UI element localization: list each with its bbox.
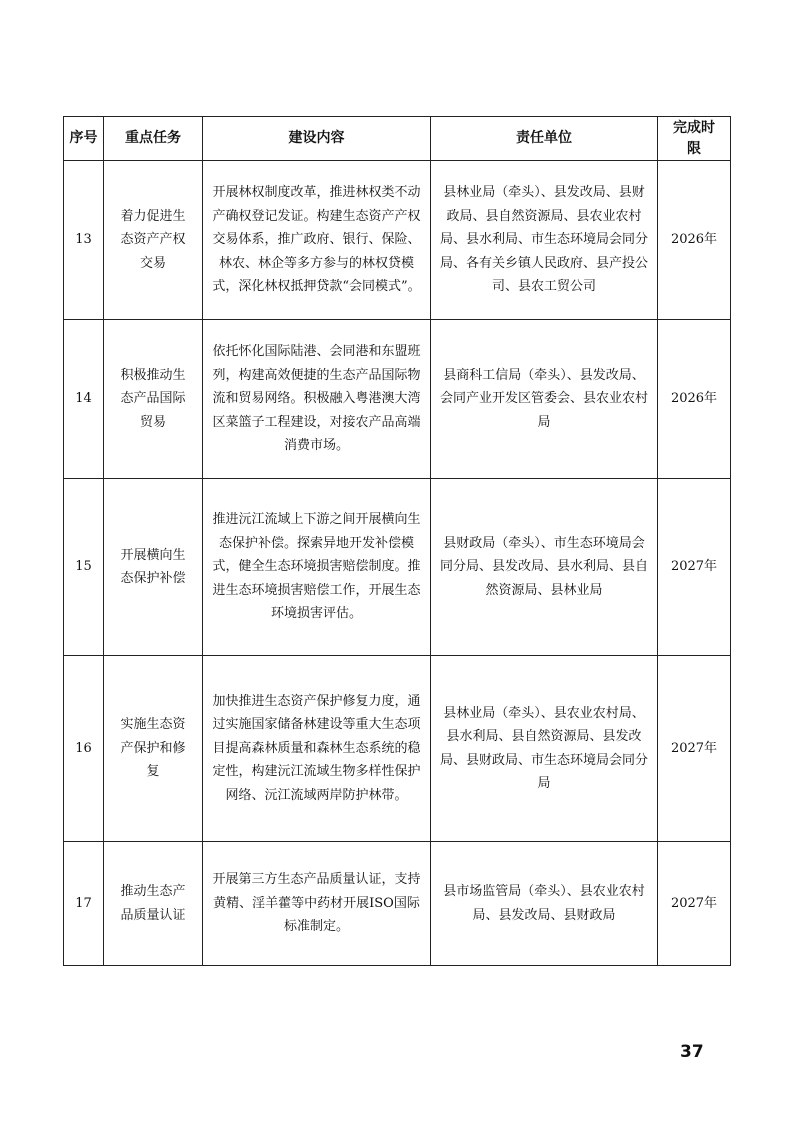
row-index: 16 (64, 656, 104, 842)
row-deadline: 2026年 (658, 320, 731, 479)
row-deadline: 2027年 (658, 479, 731, 656)
row-index: 15 (64, 479, 104, 656)
row-task: 积极推动生态产品国际贸易 (104, 320, 203, 479)
header-deadline: 完成时限 (658, 117, 731, 161)
header-responsible: 责任单位 (431, 117, 658, 161)
row-task: 推动生态产品质量认证 (104, 842, 203, 966)
table-row (64, 320, 731, 479)
row-content: 加快推进生态资产保护修复力度，通过实施国家储备林建设等重大生态项目提高森林质量和森林生态系统的稳定性，构建沅江流域生物多样性保护网络、沅江流域两岸防护林带。 (203, 656, 431, 842)
row-index: 17 (64, 842, 104, 966)
table-row (64, 479, 731, 656)
row-index: 14 (64, 320, 104, 479)
row-index: 13 (64, 161, 104, 320)
table-row (64, 161, 731, 320)
page-number: 37 (680, 1042, 704, 1062)
header-content: 建设内容 (203, 117, 431, 161)
row-content: 依托怀化国际陆港、会同港和东盟班列，构建高效便捷的生态产品国际物流和贸易网络。积极融入粤港澳大湾区菜篮子工程建设，对接农产品高端消费市场。 (203, 320, 431, 479)
row-responsible: 县林业局（牵头）、县农业农村局、县水利局、县自然资源局、县发改局、县财政局、市生态环境局会同分局 (431, 656, 658, 842)
row-task: 实施生态资产保护和修复 (104, 656, 203, 842)
row-content: 开展林权制度改革，推进林权类不动产确权登记发证。构建生态资产产权交易体系，推广政府、银行、保险、林农、林企等多方参与的林权贷模式，深化林权抵押贷款“会同模式”。 (203, 161, 431, 320)
row-task: 着力促进生态资产产权交易 (104, 161, 203, 320)
row-deadline: 2027年 (658, 842, 731, 966)
table-header-row (64, 117, 731, 161)
header-index: 序号 (64, 117, 104, 161)
row-deadline: 2027年 (658, 656, 731, 842)
table-row (64, 842, 731, 966)
row-responsible: 县林业局（牵头）、县发改局、县财政局、县自然资源局、县农业农村局、县水利局、市生态环境局会同分局、各有关乡镇人民政府、县产投公司、县农工贸公司 (431, 161, 658, 320)
header-task: 重点任务 (104, 117, 203, 161)
row-responsible: 县市场监管局（牵头）、县农业农村局、县发改局、县财政局 (431, 842, 658, 966)
row-responsible: 县商科工信局（牵头）、县发改局、会同产业开发区管委会、县农业农村局 (431, 320, 658, 479)
row-responsible: 县财政局（牵头）、市生态环境局会同分局、县发改局、县水利局、县自然资源局、县林业局 (431, 479, 658, 656)
row-content: 推进沅江流域上下游之间开展横向生态保护补偿。探索异地开发补偿模式，健全生态环境损害赔偿制度。推进生态环境损害赔偿工作，开展生态环境损害评估。 (203, 479, 431, 656)
row-deadline: 2026年 (658, 161, 731, 320)
row-content: 开展第三方生态产品质量认证，支持黄精、淫羊藿等中药材开展ISO国际标准制定。 (203, 842, 431, 966)
table-row (64, 656, 731, 842)
task-table (63, 116, 731, 966)
row-task: 开展横向生态保护补偿 (104, 479, 203, 656)
